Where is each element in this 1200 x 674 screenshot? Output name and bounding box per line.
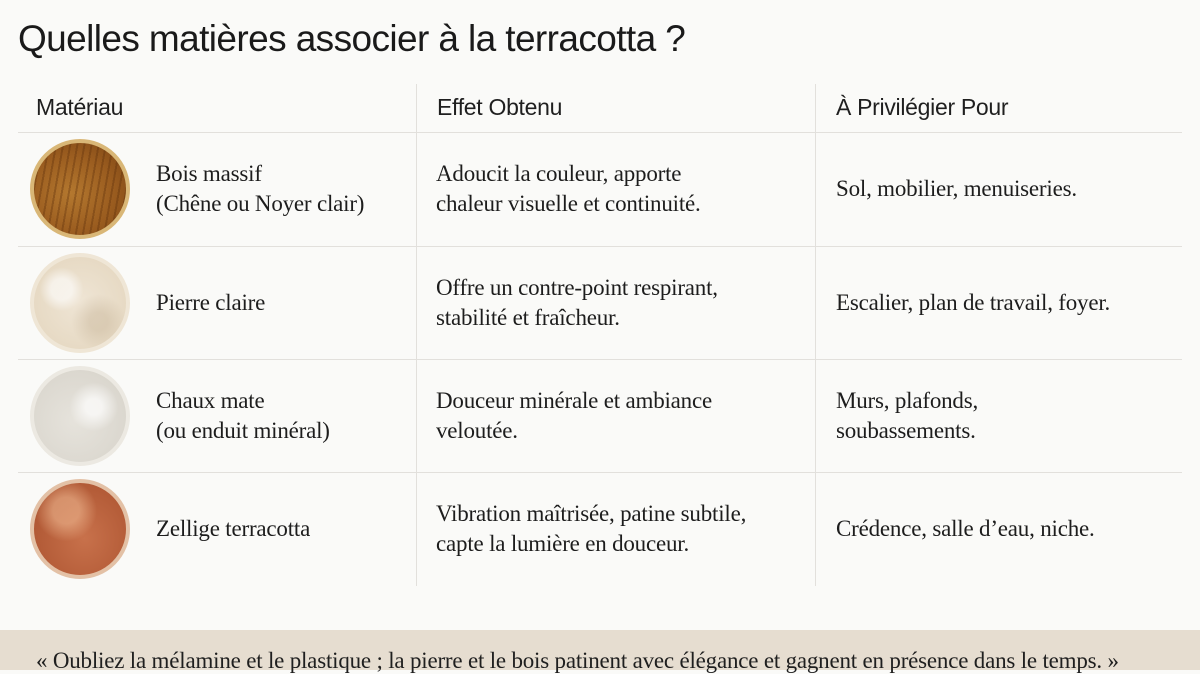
use-cell <box>836 246 1110 359</box>
use-cell <box>836 132 1077 246</box>
effect-cell <box>436 359 712 472</box>
use-line: Escalier, plan de travail, foyer. <box>836 289 1111 315</box>
use-line: soubassements. <box>836 417 976 443</box>
material-detail: (Chêne ou Noyer clair) <box>156 191 365 216</box>
effect-line: Douceur minérale et ambiance <box>436 387 713 413</box>
material-cell <box>156 132 364 246</box>
effect-line: Vibration maîtrisée, patine subtile, <box>436 501 747 526</box>
wood-swatch-icon <box>30 139 130 239</box>
table-row <box>18 246 1182 359</box>
material-cell <box>156 359 330 472</box>
effect-cell <box>436 132 701 246</box>
use-cell <box>836 359 978 472</box>
use-line: Murs, plafonds, <box>836 387 979 413</box>
lime-swatch-icon <box>30 366 130 466</box>
use-cell <box>836 472 1095 586</box>
material-detail: (ou enduit minéral) <box>156 417 330 443</box>
material-name: Chaux mate <box>156 387 265 413</box>
table-row <box>18 359 1182 472</box>
effect-line: stabilité et fraîcheur. <box>436 304 620 330</box>
material-name: Zellige terracotta <box>156 516 311 541</box>
effect-line: Offre un contre-point respirant, <box>436 274 718 300</box>
page-title: Quelles matières associer à la terracotta ? <box>18 18 686 59</box>
material-name: Bois massif <box>156 161 262 186</box>
table-row <box>18 132 1182 246</box>
zellige-swatch-icon <box>30 479 130 579</box>
column-header-effect: Effet Obtenu <box>437 94 563 120</box>
quote-text: « Oubliez la mélamine et le plastique ; la pierre et le bois patinent avec élégance et gagnent en présence dans le temps. » <box>36 648 1119 673</box>
material-cell <box>156 246 265 359</box>
column-header-material: Matériau <box>36 94 124 120</box>
effect-line: capte la lumière en douceur. <box>436 531 690 556</box>
effect-cell <box>436 246 718 359</box>
materials-table <box>18 84 1182 586</box>
table-row <box>18 472 1182 586</box>
quote-band <box>0 630 1200 673</box>
effect-cell <box>436 472 746 586</box>
use-line: Sol, mobilier, menuiseries. <box>836 176 1077 201</box>
material-name: Pierre claire <box>156 289 266 315</box>
use-line: Crédence, salle d’eau, niche. <box>836 516 1095 541</box>
effect-line: veloutée. <box>436 417 518 443</box>
column-header-use: À Privilégier Pour <box>836 94 1009 120</box>
effect-line: Adoucit la couleur, apporte <box>436 161 682 186</box>
stone-swatch-icon <box>30 253 130 353</box>
effect-line: chaleur visuelle et continuité. <box>436 191 701 216</box>
material-cell <box>156 472 310 586</box>
